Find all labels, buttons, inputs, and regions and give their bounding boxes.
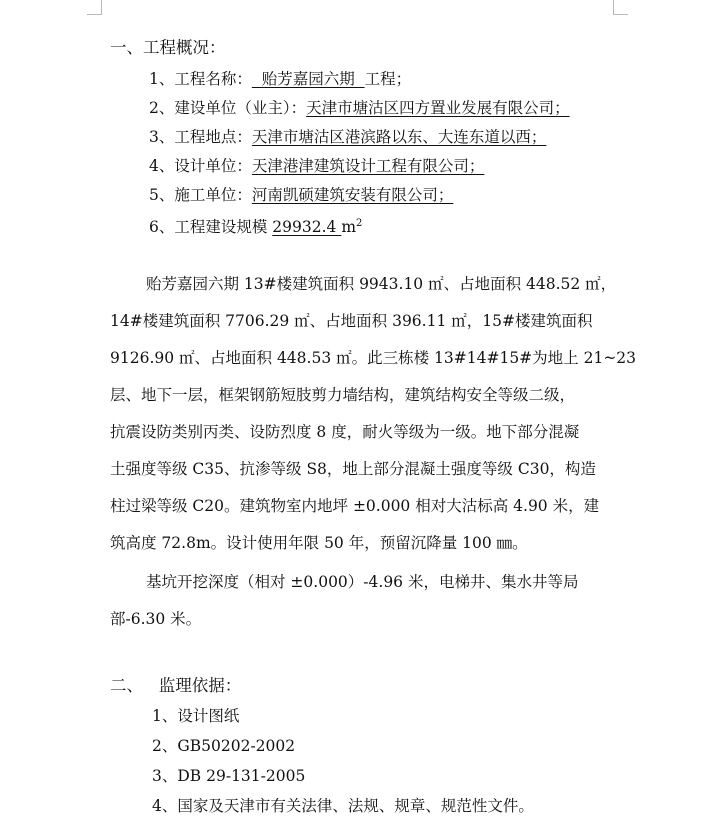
page-corner-mark-right <box>613 0 628 15</box>
designer-value: 天津港津建筑设计工程有限公司； <box>251 157 485 175</box>
basis-item: 2、GB50202-2002 <box>152 737 296 755</box>
paragraph-line: 9126.90 ㎡、占地面积 448.53 ㎡。此三栋楼 13#14#15#为地上 21~23 <box>110 349 637 367</box>
scale-unit: m <box>341 218 357 236</box>
paragraph-line: 柱过梁等级 C20。建筑物室内地坪 ±0.000 相对大沽标高 4.90 米，建 <box>110 497 600 515</box>
item-label: 3、工程地点： <box>149 128 252 146</box>
location-value: 天津市塘沽区港滨路以东、大连东道以西； <box>251 128 547 146</box>
basis-item: 1、设计图纸 <box>152 707 240 725</box>
paragraph-line: 筑高度 72.8m。设计使用年限 50 年，预留沉降量 100 ㎜。 <box>110 534 528 552</box>
owner-value: 天津市塘沽区四方置业发展有限公司； <box>306 99 570 117</box>
project-name-item <box>149 69 411 89</box>
location-item <box>149 127 546 147</box>
paragraph-line: 层、地下一层，框架钢筋短肢剪力墙结构，建筑结构安全等级二级， <box>110 386 576 404</box>
item-suffix: 工程； <box>364 70 412 88</box>
item-label: 5、施工单位： <box>149 186 252 204</box>
paragraph-line: 14#楼建筑面积 7706.29 ㎡、占地面积 396.11 ㎡，15#楼建筑面积 <box>110 312 593 330</box>
scale-unit-superscript: 2 <box>356 218 363 229</box>
project-name-value: 贻芳嘉园六期 <box>251 70 365 88</box>
page-corner-mark-left <box>87 0 102 15</box>
scale-value: 29932.4 <box>272 218 342 236</box>
paragraph-line: 部-6.30 米。 <box>110 610 202 628</box>
basis-item: 3、DB 29-131-2005 <box>152 767 306 785</box>
designer-item <box>149 156 484 176</box>
section-2-heading: 二、 监理依据： <box>110 676 242 695</box>
owner-item <box>149 98 570 118</box>
paragraph-line: 抗震设防类别丙类、设防烈度 8 度，耐火等级为一级。地下部分混凝 <box>110 423 580 441</box>
item-label: 6、工程建设规模 <box>149 218 273 236</box>
contractor-value: 河南凯硕建筑安装有限公司； <box>251 186 454 204</box>
contractor-item <box>149 185 453 205</box>
paragraph-line: 基坑开挖深度（相对 ±0.000）-4.96 米，电梯井、集水井等局 <box>146 573 579 591</box>
item-label: 2、建设单位（业主）： <box>149 99 307 117</box>
item-label: 4、设计单位： <box>149 157 252 175</box>
item-label: 1、工程名称： <box>149 70 252 88</box>
basis-item: 4、国家及天津市有关法律、法规、规章、规范性文件。 <box>152 797 534 815</box>
scale-item <box>149 214 362 237</box>
section-1-heading: 一、工程概况： <box>110 38 226 57</box>
paragraph-line: 贻芳嘉园六期 13#楼建筑面积 9943.10 ㎡、占地面积 448.52 ㎡， <box>146 275 617 293</box>
paragraph-line: 土强度等级 C35、抗渗等级 S8，地上部分混凝土强度等级 C30，构造 <box>110 460 596 478</box>
